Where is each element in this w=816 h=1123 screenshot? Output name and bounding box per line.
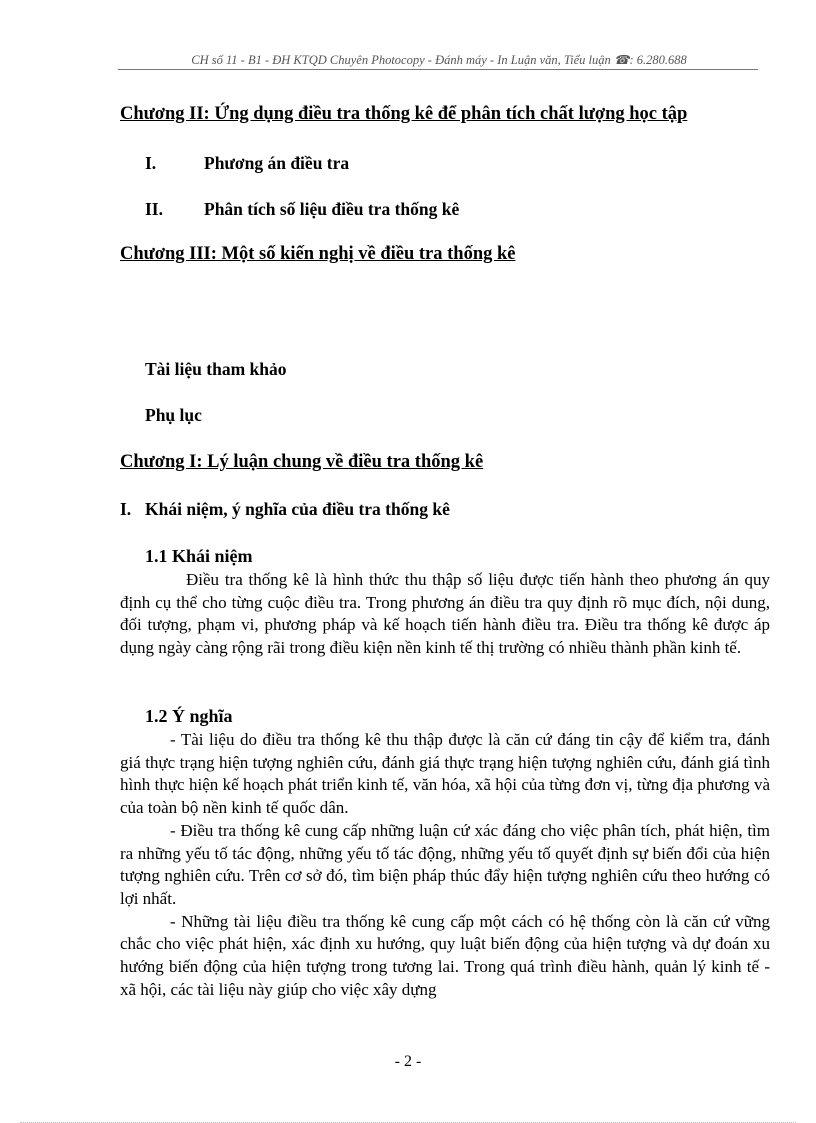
section-1-number: I. (120, 499, 132, 519)
page-number: - 2 - (394, 1053, 422, 1070)
chapter-1-heading: Chương I: Lý luận chung về điều tra thống kê (120, 452, 484, 472)
toc-chapter-2: Chương II: Ứng dụng điều tra thống kê để phân tích chất lượng học tập (120, 104, 688, 124)
bullet-paragraph-2: - Điều tra thống kê cung cấp những luận cứ xác đáng cho việc phân tích, phát hiện, tìm ra những yếu tố tác động, những yếu tố tác động, những yếu tố quyết định sự biến đổi của hiện tượng nghiên cứu. Trên cơ sở đó, tìm biện pháp thúc đẩy hiện tượng nghiên cứu theo hướng có lợi nhất. (120, 820, 770, 908)
subsection-1-1-paragraph: Điều tra thống kê là hình thức thu thập số liệu được tiến hành theo phương án quy định cụ thể cho từng cuộc điều tra. Trong phương án điều tra quy định rõ mục đích, nội dung, đối tượng, phạm vi, phương pháp và kế hoạch tiến hành điều tra. Điều tra thống kê được áp dụng ngày càng rộng rãi trong điều kiện nền kinh tế thị trường có nhiều thành phần kinh tế. (120, 570, 770, 658)
subsection-1-2-body (120, 729, 770, 1001)
toc-appendix: Phụ lục (145, 405, 202, 425)
toc-item-2-number: II. (145, 199, 163, 219)
section-1-title: Khái niệm, ý nghĩa của điều tra thống kê (145, 499, 450, 519)
subsection-1-2-title: 1.2 Ý nghĩa (145, 706, 233, 726)
subsection-1-1-title: 1.1 Khái niệm (145, 546, 253, 566)
header-rule (118, 69, 758, 70)
toc-chapter-3: Chương III: Một số kiến nghị về điều tra thống kê (120, 244, 516, 264)
toc-item-2-text: Phân tích số liệu điều tra thống kê (204, 199, 460, 219)
toc-item-1-number: I. (145, 153, 157, 173)
bullet-paragraph-1: - Tài liệu do điều tra thống kê thu thập được là căn cứ đáng tin cậy để kiểm tra, đánh giá thực trạng hiện tượng nghiên cứu, đánh giá thực trạng hiện tượng nghiên cứu, đánh giá tình hình thực hiện kế hoạch phát triển kinh tế, văn hóa, xã hội của từng đơn vị, từng địa phương và của toàn bộ nền kinh tế quốc dân. (120, 730, 770, 818)
running-header (120, 52, 758, 68)
toc-references: Tài liệu tham khảo (145, 359, 287, 379)
bullet-paragraph-3: - Những tài liệu điều tra thống kê cung cấp một cách có hệ thống còn là căn cứ vững chắc cho việc phát hiện, xác định xu hướng, quy luật biến động của hiện tượng và dự đoán xu hướng biến động của hiện tượng trong tương lai. Trong quá trình điều hành, quản lý kinh tế - xã hội, các tài liệu này giúp cho việc xây dựng (120, 911, 770, 999)
toc-item-1-text: Phương án điều tra (204, 153, 350, 173)
header-text: CH số 11 - B1 - ĐH KTQD Chuyên Photocopy - Đánh máy - In Luận văn, Tiểu luận ☎: 6.280.688 (191, 53, 687, 67)
